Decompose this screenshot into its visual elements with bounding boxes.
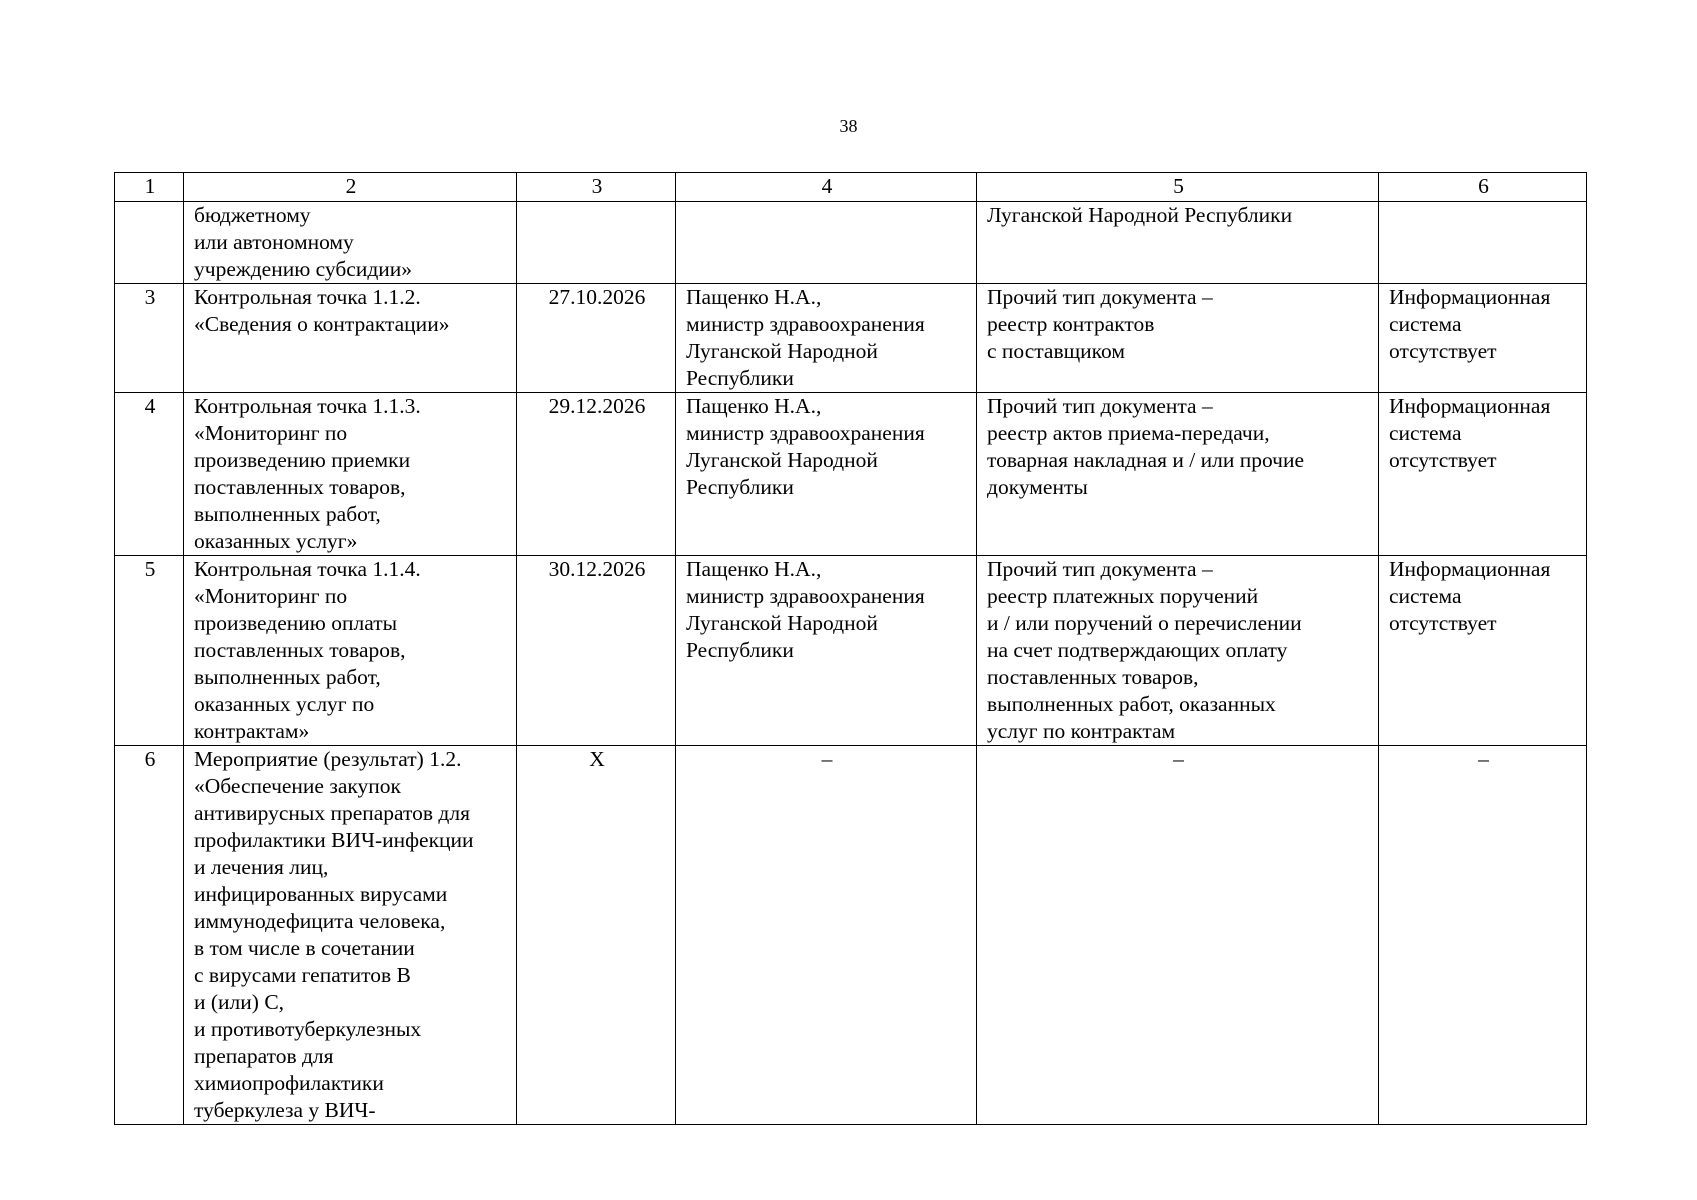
row-document: Прочий тип документа – реестр актов приема-передачи, товарная накладная и / или прочие документы — [977, 393, 1379, 556]
table-row — [115, 556, 1587, 746]
row-document: Прочий тип документа – реестр платежных поручений и / или поручений о перечислении на счет подтверждающих оплату поставленных товаров, выполненных работ, оказанных услуг по контрактам — [977, 556, 1379, 746]
row-responsible: Пащенко Н.А., министр здравоохранения Луганской Народной Республики — [676, 393, 977, 556]
table-row — [115, 393, 1587, 556]
row-name: Мероприятие (результат) 1.2. «Обеспечение закупок антивирусных препаратов для профилактики ВИЧ-инфекции и лечения лиц, инфицированных вирусами иммунодефицита человека, в том числе в сочетании с вирусами гепатитов B и (или) C, и противотуберкулезных препаратов для химиопрофилактики туберкулеза у ВИЧ- — [184, 746, 517, 1125]
row-document: – — [977, 746, 1379, 1125]
header-col-4: 4 — [676, 173, 977, 202]
header-col-5: 5 — [977, 173, 1379, 202]
header-col-3: 3 — [517, 173, 676, 202]
row-document: Прочий тип документа – реестр контрактов с поставщиком — [977, 284, 1379, 393]
table-header-row — [115, 173, 1587, 202]
row-date: 27.10.2026 — [517, 284, 676, 393]
table-row — [115, 284, 1587, 393]
row-system: Информационная система отсутствует — [1379, 284, 1587, 393]
row-number: 6 — [115, 746, 184, 1125]
row-name: Контрольная точка 1.1.3. «Мониторинг по произведению приемки поставленных товаров, выполненных работ, оказанных услуг» — [184, 393, 517, 556]
row-system: – — [1379, 746, 1587, 1125]
table-row — [115, 746, 1587, 1125]
row-name: Контрольная точка 1.1.2. «Сведения о контрактации» — [184, 284, 517, 393]
row-date: 30.12.2026 — [517, 556, 676, 746]
row-system: Информационная система отсутствует — [1379, 556, 1587, 746]
row-date: 29.12.2026 — [517, 393, 676, 556]
row-number: 4 — [115, 393, 184, 556]
header-col-6: 6 — [1379, 173, 1587, 202]
row-system: Информационная система отсутствует — [1379, 393, 1587, 556]
row-system — [1379, 202, 1587, 284]
row-responsible — [676, 202, 977, 284]
row-date: X — [517, 746, 676, 1125]
row-responsible: Пащенко Н.А., министр здравоохранения Луганской Народной Республики — [676, 556, 977, 746]
control-points-table — [114, 172, 1587, 1125]
row-date — [517, 202, 676, 284]
row-name: бюджетному или автономному учреждению субсидии» — [184, 202, 517, 284]
row-number — [115, 202, 184, 284]
row-name: Контрольная точка 1.1.4. «Мониторинг по произведению оплаты поставленных товаров, выполненных работ, оказанных услуг по контрактам» — [184, 556, 517, 746]
page-number: 38 — [839, 116, 858, 136]
header-col-2: 2 — [184, 173, 517, 202]
table-row — [115, 202, 1587, 284]
row-responsible: Пащенко Н.А., министр здравоохранения Луганской Народной Республики — [676, 284, 977, 393]
row-responsible: – — [676, 746, 977, 1125]
row-number: 3 — [115, 284, 184, 393]
header-col-1: 1 — [115, 173, 184, 202]
row-document: Луганской Народной Республики — [977, 202, 1379, 284]
row-number: 5 — [115, 556, 184, 746]
